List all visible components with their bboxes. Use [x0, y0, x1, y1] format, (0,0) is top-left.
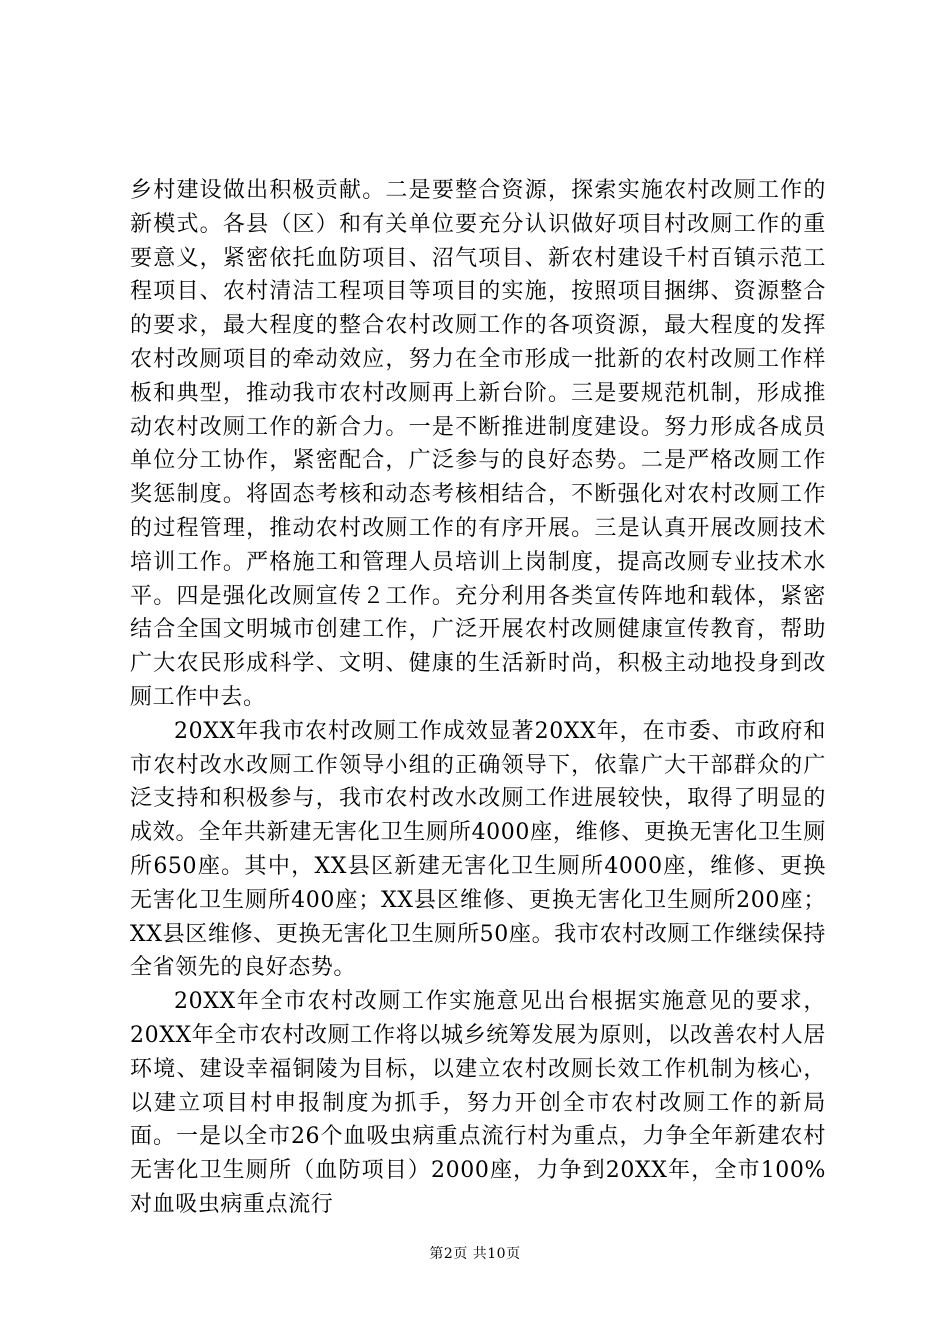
paragraph-2: 20XX年我市农村改厕工作成效显著20XX年，在市委、市政府和市农村改水改厕工作领导小组的正确领导下，依靠广大干部群众的广泛支持和积极参与，我市农村改水改厕工作进展较快，取得了明显的成效。全年共新建无害化卫生厕所4000座，维修、更换无害化卫生厕所650座。其中，XX县区新建无害化卫生厕所4000座，维修、更换无害化卫生厕所400座；XX县区维修、更换无害化卫生厕所200座；XX县区维修、更换无害化卫生厕所50座。我市农村改厕工作继续保持全省领先的良好态势。 — [130, 718, 826, 981]
page-footer: 第2页 共10页 — [429, 1246, 521, 1262]
paragraph-1: 乡村建设做出积极贡献。二是要整合资源，探索实施农村改厕工作的新模式。各县（区）和有关单位要充分认识做好项目村改厕工作的重要意义，紧密依托血防项目、沼气项目、新农村建设千村百镇示范工程项目、农村清洁工程项目等项目的实施，按照项目捆绑、资源整合的要求，最大程度的整合农村改厕工作的各项资源，最大程度的发挥农村改厕项目的牵动效应，努力在全市形成一批新的农村改厕工作样板和典型，推动我市农村改厕再上新台阶。三是要规范机制，形成推动农村改厕工作的新合力。一是不断推进制度建设。努力形成各成员单位分工协作，紧密配合，广泛参与的良好态势。二是严格改厕工作奖惩制度。将固态考核和动态考核相结合，不断强化对农村改厕工作的过程管理，推动农村改厕工作的有序开展。三是认真开展改厕技术培训工作。严格施工和管理人员培训上岗制度，提高改厕专业技术水平。四是强化改厕宣传２工作。充分利用各类宣传阵地和载体，紧密结合全国文明城市创建工作，广泛开展农村改厕健康宣传教育，帮助广大农民形成科学、文明、健康的生活新时尚，积极主动地投身到改厕工作中去。 — [130, 178, 826, 710]
document-body — [130, 174, 826, 1222]
paragraph-3: 20XX年全市农村改厕工作实施意见出台根据实施意见的要求，20XX年全市农村改厕工作将以城乡统筹发展为原则，以改善农村人居环境、建设幸福铜陵为目标，以建立农村改厕长效工作机制为核心，以建立项目村申报制度为抓手，努力开创全市农村改厕工作的新局面。一是以全市26个血吸虫病重点流行村为重点，力争全年新建农村无害化卫生厕所（血防项目）2000座，力争到20XX年，全市100%对血吸虫病重点流行 — [130, 989, 826, 1217]
